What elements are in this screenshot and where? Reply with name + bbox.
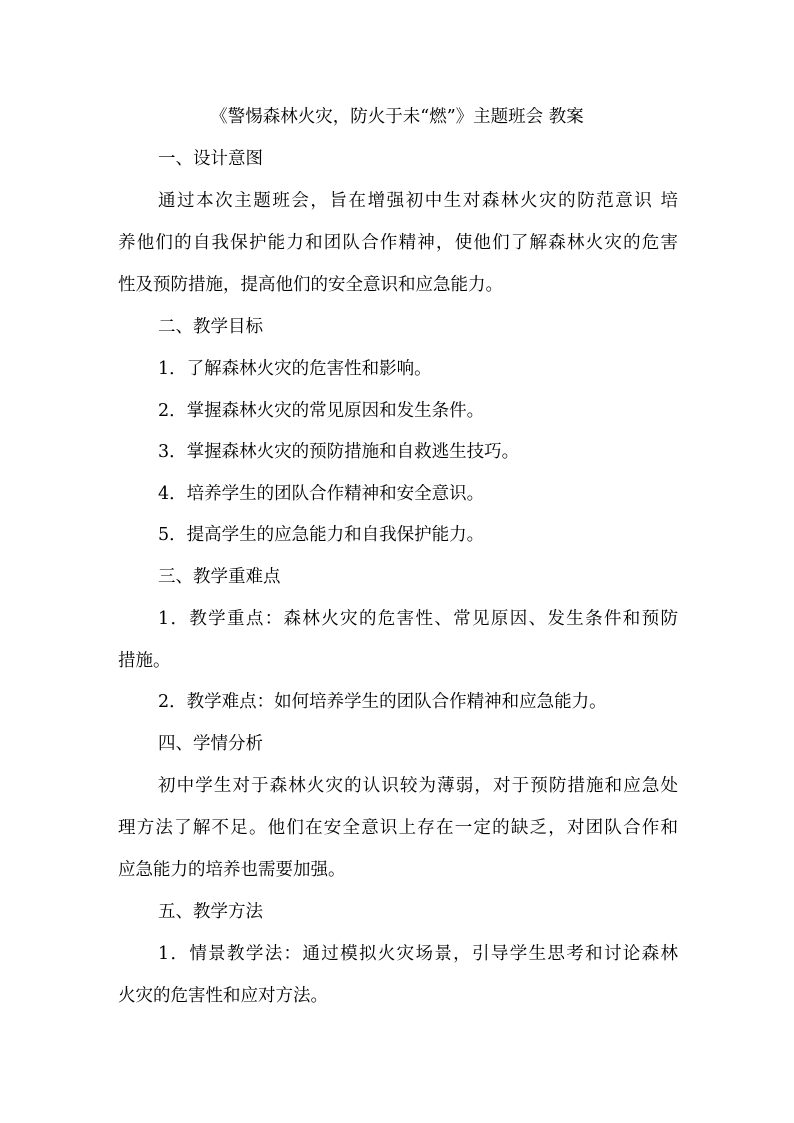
paragraph-line: 应急能力的培养也需要加强。	[118, 860, 346, 880]
document-title: 《警惕森林火灾，防火于未“燃”》主题班会 教案	[210, 107, 584, 127]
paragraph-line: 通过本次主题班会，旨在增强初中生对森林火灾的防范意识 培	[158, 191, 678, 211]
list-item: 1．了解森林火灾的危害性和影响。	[158, 359, 432, 379]
paragraph-line: 养他们的自我保护能力和团队合作精神，使他们了解森林火灾的危害	[118, 233, 678, 253]
list-item: 5．提高学生的应急能力和自我保护能力。	[158, 525, 485, 545]
section-heading-teaching-methods: 五、教学方法	[158, 902, 263, 922]
list-item: 1．教学重点：森林火灾的危害性、常见原因、发生条件和预防	[158, 609, 678, 629]
list-item: 4．培养学生的团队合作精神和安全意识。	[158, 484, 485, 504]
list-item: 2．掌握森林火灾的常见原因和发生条件。	[158, 401, 485, 421]
list-item-continuation: 措施。	[118, 651, 171, 671]
section-heading-design-intent: 一、设计意图	[158, 149, 263, 169]
list-item-continuation: 火灾的危害性和应对方法。	[118, 986, 328, 1006]
paragraph-line: 理方法了解不足。他们在安全意识上存在一定的缺乏，对团队合作和	[118, 818, 678, 838]
section-heading-key-difficulties: 三、教学重难点	[158, 567, 281, 587]
section-heading-learner-analysis: 四、学情分析	[158, 734, 263, 754]
list-item: 2．教学难点：如何培养学生的团队合作精神和应急能力。	[158, 692, 607, 712]
paragraph-line: 初中学生对于森林火灾的认识较为薄弱，对于预防措施和应急处	[158, 776, 678, 796]
paragraph-line: 性及预防措施，提高他们的安全意识和应急能力。	[118, 275, 503, 295]
section-heading-teaching-goals: 二、教学目标	[158, 317, 263, 337]
list-item: 3．掌握森林火灾的预防措施和自救逃生技巧。	[158, 442, 520, 462]
list-item: 1．情景教学法：通过模拟火灾场景，引导学生思考和讨论森林	[158, 944, 678, 964]
